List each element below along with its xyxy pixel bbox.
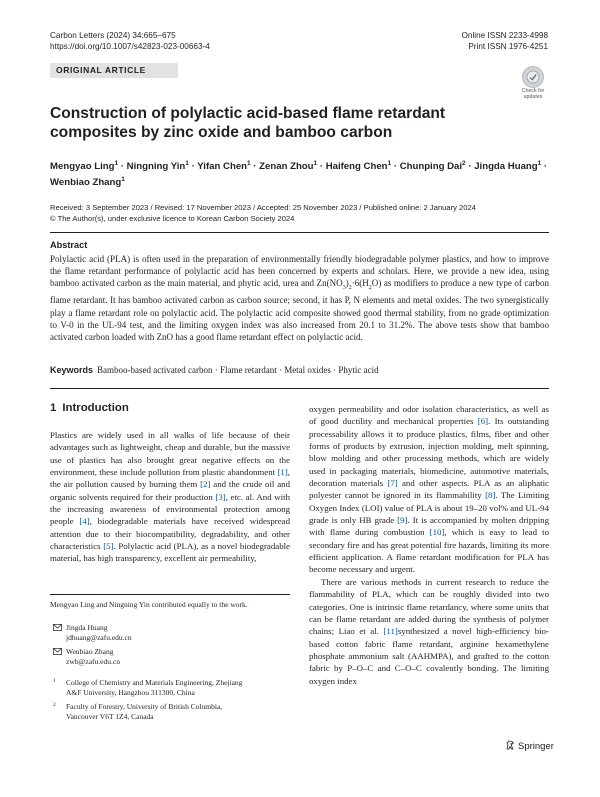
citation-link[interactable]: [5]: [103, 541, 114, 552]
affiliation-number: 1: [53, 678, 56, 684]
section-heading: [50, 402, 129, 414]
print-issn: Print ISSN 1976-4251: [468, 42, 548, 51]
author-name[interactable]: Mengyao Ling: [50, 161, 115, 173]
author-name[interactable]: Zenan Zhou: [259, 161, 314, 173]
author-name[interactable]: Jingda Huang: [474, 161, 538, 173]
corresponding-author-1: [50, 623, 290, 643]
abstract-body: Polylactic acid (PLA) is often used in the preparation of environmentally friendly biodegradable polymer plastics, and how to improve the flame retardant performance of polylactic acid has been concerned by experts and scholars. Here, we provide a new idea, using bamboo activated carbon as the main material, and phytic acid, urea and $Zn(NO_3)_2\cdot 6(H_2O)$ as modifiers to produce a new type of carbon flame retardant. It has bamboo activated carbon as carbon source; second, it has P, N elements and metal oxides. The two synergistically play a flame retardant role on polylactic acid. The polylactic acid composite showed good thermal stability, from no grade optimization to V-0 in the UL-94 test, and the limiting oxygen index was also increased from 20.1 to 31.2%. The above tests show that bamboo activated carbon loaded with ZnO has a good flame retardant effect on polylactic acid.: [50, 254, 549, 343]
affiliation-1: 1 College of Chemistry and Materials Engineering, Zhejiang A&F University, Hangzhou 311300, China: [53, 678, 243, 697]
corresponding-author-2: [50, 647, 290, 667]
author-affiliation-number: 1: [387, 160, 392, 167]
author-name[interactable]: Chunping Dai: [399, 161, 463, 173]
paragraph: There are various methods in current research to reduce the flammability of PLA, which can be roughly divided into two categories. One is intrinsic flame retardancy, where some units that can be flame retardant are added during the synthesis of polymer chains; Liao et al. [11]synthesized a novel high-efficiency bio-based cotton fabric flame retardant, arginine hexamethylene phosphate ammonium salt (AAHMPA), and grafted to the cotton fabric by P–O–C and C–O–C covalently bonding. The limiting oxygen index: [309, 576, 550, 686]
citation-link[interactable]: [11]: [383, 626, 398, 637]
envelope-icon: [53, 648, 62, 655]
author-affiliation-number: 1: [185, 160, 189, 167]
citation-link[interactable]: [8]: [485, 490, 496, 501]
contact-name: Jingda Huang: [66, 623, 108, 632]
paragraph: oxygen permeability and odor isolation characteristics, as well as of good ductility and mechanical properties [6]. Its outstanding processability allows it to produce plastics, films, fiber and other forms of products by extrusion, injection molding, melt spinning, blow molding and other processing methods, which are widely used in packaging materials, biomedicine, automotive materials, decoration materials [7] and other aspects. PLA as an aliphatic polyester cannot be ignored in its flammability [8]. The Limiting Oxygen Index (LOI) value of PLA is about 19–20 vol% and UL-94 grade is only HB grade [9]. It is accompanied by molten dripping with flame during combustion [10], which is easy to lead to secondary fire and has great potential fire hazards, limiting its more efficient application. A flame retardant modification for PLA has become necessary and urgent.: [309, 404, 549, 575]
right-column: [309, 403, 549, 687]
keywords: [50, 364, 549, 376]
citation-link[interactable]: [1]: [277, 467, 288, 478]
check-updates-icon: [522, 66, 544, 88]
author-name[interactable]: Wenbiao Zhang: [50, 177, 122, 189]
citation-link[interactable]: [2]: [200, 479, 211, 490]
doi-link[interactable]: https://doi.org/10.1007/s42823-023-00663-4: [50, 42, 210, 51]
online-issn: Online ISSN 2233-4998: [461, 31, 548, 40]
publisher-logo: [505, 740, 554, 752]
author-affiliation-number: 1: [247, 160, 251, 167]
received-dates: Received: 3 September 2023 / Revised: 17 November 2023 / Accepted: 25 November 2023 / Published online: 2 January 2024: [50, 203, 476, 212]
publication-history: [50, 203, 560, 224]
running-header-right: [462, 30, 548, 52]
footnote-rule: [50, 594, 290, 595]
author-affiliation-number: 1: [537, 160, 542, 167]
check-for-updates-badge[interactable]: [518, 66, 548, 100]
springer-horse-icon: [505, 740, 515, 750]
contribution-note: Mengyao Ling and Ningning Yin contributed equally to the work.: [50, 600, 248, 609]
paragraph: Plastics are widely used in all walks of life because of their advantages such as lightweight, cheap and durable, but the massive use of plastics has also brought great negative effects on the environment, these include pollution from plastic abandonment [1], the air pollution caused by burning them [2] and the crude oil and organic solvents required for their production [3], etc. al. And with the increasing awareness of environmental protection among people [4], biodegradable materials have received widespread attention due to their biocompatibility, degradability, and other characteristics [5]. Polylactic acid (PLA), as a novel biodegradable material, has high transparency, excellent air permeability,: [50, 430, 290, 564]
article-type-banner: ORIGINAL ARTICLE: [50, 63, 178, 78]
article-title: Construction of polylactic acid-based flame retardant composites by zinc oxide and bamboo carbon: [50, 105, 446, 141]
contact-name: Wenbiao Zhang: [66, 647, 114, 656]
citation-link[interactable]: [9]: [397, 515, 408, 526]
citation-link[interactable]: [10]: [429, 527, 445, 538]
envelope-icon: [53, 624, 62, 631]
section-title: Introduction: [62, 402, 129, 414]
left-column: [50, 429, 290, 565]
abstract-heading: Abstract: [50, 240, 88, 250]
author-affiliation-number: 1: [121, 176, 125, 184]
citation-link[interactable]: [3]: [215, 491, 226, 502]
author-name[interactable]: Haifeng Chen: [325, 161, 388, 173]
keywords-bottom-rule: [50, 388, 549, 389]
keywords-label: Keywords: [50, 365, 94, 375]
author-name[interactable]: Yifan Chen: [197, 161, 248, 173]
check-updates-label: Check for updates: [521, 88, 545, 100]
citation-link[interactable]: [6]: [477, 416, 489, 427]
citation-link[interactable]: [4]: [79, 516, 90, 527]
citation-link[interactable]: [7]: [387, 478, 398, 489]
affiliation-2: 2 Faculty of Forestry, University of British Columbia, Vancouver V6T 1Z4, Canada: [53, 702, 223, 721]
copyright-line: © The Author(s), under exclusive licence to Korean Carbon Society 2024: [50, 213, 295, 223]
publisher-name: Springer: [518, 741, 554, 752]
author-affiliation-number: 1: [313, 160, 318, 167]
keywords-list: Bamboo-based activated carbon · Flame retardant · Metal oxides · Phytic acid: [97, 365, 379, 375]
contact-email[interactable]: zwb@zafu.edu.cn: [66, 657, 120, 666]
author-name[interactable]: Ningning Yin: [126, 161, 186, 173]
abstract-top-rule: [50, 232, 549, 233]
author-affiliation-number: 2: [462, 160, 466, 167]
section-number: 1: [50, 402, 57, 414]
author-list: Mengyao Ling$^1$ · Ningning Yin$^1$ · Yifan Chen$^1$ · Zenan Zhou$^1$ · Haifeng Chen$^1$ · Chunping Dai$^2$ · Jingda Huang$^1$ · Wenbiao Zhang$^1$: [50, 160, 548, 189]
running-header-left: [50, 30, 210, 52]
journal-citation: Carbon Letters (2024) 34:665–675: [50, 31, 176, 40]
contact-email[interactable]: jdhuang@zafu.edu.cn: [66, 633, 132, 642]
affiliation-number: 2: [53, 702, 56, 708]
author-affiliation-number: 1: [114, 160, 119, 167]
